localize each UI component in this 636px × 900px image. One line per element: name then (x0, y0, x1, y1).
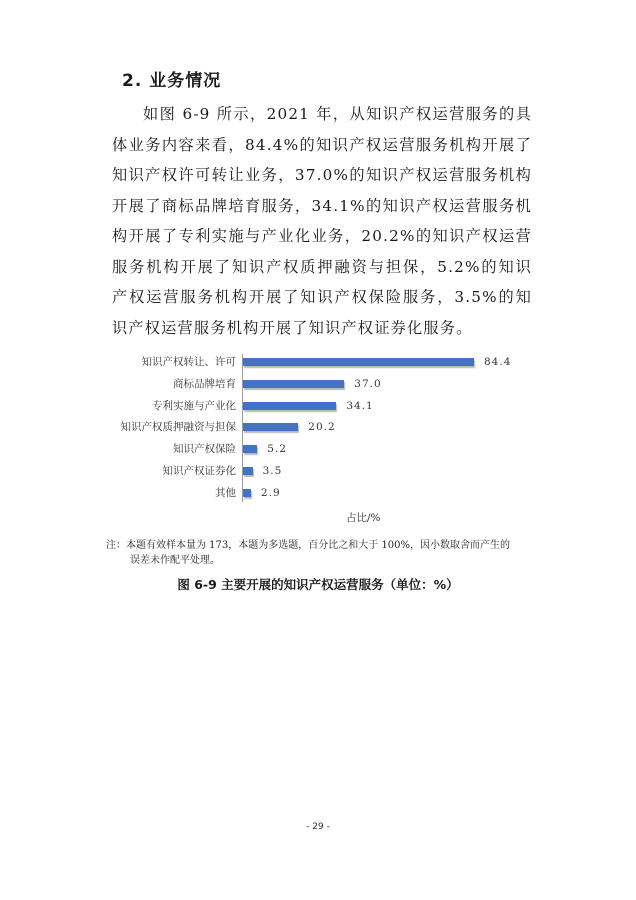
figure-caption: 图 6-9 主要开展的知识产权运营服务（单位：%） (177, 577, 459, 592)
category-label: 知识产权质押融资与担保 (120, 421, 236, 434)
chart-row (100, 399, 530, 413)
chart-row (100, 420, 530, 434)
value-label: 5.2 (267, 443, 287, 456)
category-label: 其他 (215, 486, 236, 499)
category-label: 知识产权保险 (173, 443, 236, 456)
data-bar (243, 380, 344, 388)
chart-row (100, 486, 530, 500)
data-bar (243, 358, 474, 366)
data-bar (243, 423, 298, 431)
value-label: 3.5 (262, 465, 283, 477)
data-bar (243, 402, 336, 410)
data-bar (243, 445, 257, 453)
chart-row (100, 442, 530, 456)
data-bar (243, 467, 253, 475)
value-label: 20.2 (308, 421, 336, 434)
category-label: 专利实施与产业化 (152, 399, 236, 412)
value-label: 2.9 (260, 486, 281, 499)
chart-row (100, 464, 530, 478)
value-label: 84.4 (484, 356, 512, 368)
page-number: - 29 - (306, 822, 330, 832)
note-line-1: 注：本题有效样本量为 173，本题为多选题，百分比之和大于 100%，因小数取舍而产生的 (106, 540, 511, 551)
value-label: 34.1 (346, 399, 374, 412)
data-bar (243, 489, 251, 497)
section-heading: 2. 业务情况 (122, 71, 222, 91)
x-axis-label: 占比/% (346, 512, 381, 524)
chart-note (106, 538, 546, 568)
category-label: 商标品牌培育 (173, 377, 236, 390)
chart-row (100, 377, 530, 391)
bar-chart (100, 350, 530, 530)
body-paragraph: 如图 6-9 所示，2021 年，从知识产权运营服务的具体业务内容来看，84.4%的知识产权运营服务机构开展了知识产权许可转让业务，37.0%的知识产权运营服务机构开展了商标品牌培育服务，34.1%的知识产权运营服务机构开展了专利实施与产业化业务，20.2%的知识产权运营服务机构开展了知识产权质押融资与担保，5.2%的知识产权运营服务机构开展了知识产权保险服务，3.5%的知识产权运营服务机构开展了知识产权证券化服务。 (112, 105, 532, 337)
category-label: 知识产权证券化 (162, 465, 236, 477)
category-label: 知识产权转让、许可 (141, 356, 236, 368)
note-line-2: 误差未作配平处理。 (130, 555, 220, 566)
chart-row (100, 355, 530, 369)
value-label: 37.0 (354, 377, 382, 390)
